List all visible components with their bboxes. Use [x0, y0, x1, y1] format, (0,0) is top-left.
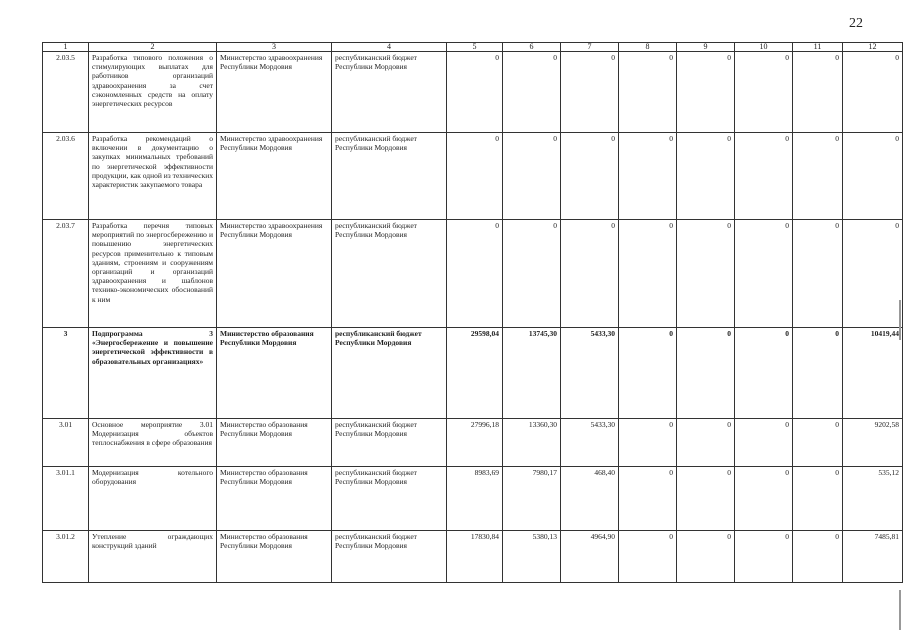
row-name: Разработка типового положения о стимулирующих выплатах для работников организаций здравоохранения за счет сэкономленных средств на оплату энергетических ресурсов [89, 52, 217, 133]
row-source: республиканский бюджет Республики Мордовия [332, 133, 447, 220]
row-value-11: 0 [793, 52, 843, 133]
row-value-8: 0 [619, 133, 677, 220]
row-value-7: 468,40 [561, 467, 619, 531]
row-executor: Министерство образования Республики Мордовия [217, 531, 332, 583]
row-source: республиканский бюджет Республики Мордовия [332, 328, 447, 419]
scan-artifact [899, 300, 901, 340]
table-row [43, 467, 903, 531]
scan-artifact [899, 590, 901, 630]
row-executor: Министерство здравоохранения Республики Мордовия [217, 220, 332, 328]
row-value-8: 0 [619, 52, 677, 133]
row-value-11: 0 [793, 220, 843, 328]
row-value-6: 5380,13 [503, 531, 561, 583]
row-value-12: 535,12 [843, 467, 903, 531]
column-header: 1 [43, 43, 89, 52]
row-value-8: 0 [619, 220, 677, 328]
row-name: Утепление ограждающих конструкций зданий [89, 531, 217, 583]
row-value-5: 0 [447, 52, 503, 133]
table-body [43, 52, 903, 583]
row-value-5: 0 [447, 133, 503, 220]
row-value-10: 0 [735, 419, 793, 467]
table-row [43, 419, 903, 467]
column-header: 11 [793, 43, 843, 52]
column-header: 5 [447, 43, 503, 52]
row-name: Основное мероприятие 3.01 Модернизация объектов теплоснабжения в сфере образования [89, 419, 217, 467]
row-value-5: 29598,04 [447, 328, 503, 419]
table-row [43, 133, 903, 220]
row-value-7: 0 [561, 133, 619, 220]
row-value-6: 13745,30 [503, 328, 561, 419]
row-source: республиканский бюджет Республики Мордовия [332, 467, 447, 531]
row-value-12: 10419,44 [843, 328, 903, 419]
row-value-10: 0 [735, 531, 793, 583]
row-executor: Министерство образования Республики Мордовия [217, 419, 332, 467]
table-row [43, 328, 903, 419]
row-value-12: 0 [843, 220, 903, 328]
row-value-8: 0 [619, 328, 677, 419]
row-value-10: 0 [735, 220, 793, 328]
row-value-11: 0 [793, 133, 843, 220]
row-source: республиканский бюджет Республики Мордовия [332, 52, 447, 133]
row-source: республиканский бюджет Республики Мордовия [332, 531, 447, 583]
row-value-5: 0 [447, 220, 503, 328]
column-header: 7 [561, 43, 619, 52]
row-code: 3.01.1 [43, 467, 89, 531]
page-number: 22 [849, 16, 863, 31]
row-value-6: 0 [503, 133, 561, 220]
row-value-11: 0 [793, 531, 843, 583]
row-value-9: 0 [677, 467, 735, 531]
column-header: 6 [503, 43, 561, 52]
table-row [43, 531, 903, 583]
program-table [42, 42, 903, 583]
row-executor: Министерство образования Республики Мордовия [217, 467, 332, 531]
row-value-9: 0 [677, 52, 735, 133]
row-source: республиканский бюджет Республики Мордовия [332, 419, 447, 467]
column-header: 9 [677, 43, 735, 52]
row-value-9: 0 [677, 419, 735, 467]
row-value-7: 5433,30 [561, 419, 619, 467]
row-executor: Министерство здравоохранения Республики Мордовия [217, 133, 332, 220]
row-value-6: 7980,17 [503, 467, 561, 531]
row-value-5: 8983,69 [447, 467, 503, 531]
row-name: Модернизация котельного оборудования [89, 467, 217, 531]
row-value-7: 0 [561, 52, 619, 133]
row-value-11: 0 [793, 328, 843, 419]
row-name: Подпрограмма 3 «Энергосбережение и повышение энергетической эффективности в образовательных организациях» [89, 328, 217, 419]
table-row [43, 52, 903, 133]
row-source: республиканский бюджет Республики Мордовия [332, 220, 447, 328]
row-value-12: 7485,81 [843, 531, 903, 583]
row-value-8: 0 [619, 531, 677, 583]
row-value-9: 0 [677, 328, 735, 419]
row-executor: Министерство здравоохранения Республики Мордовия [217, 52, 332, 133]
row-value-10: 0 [735, 328, 793, 419]
row-value-7: 5433,30 [561, 328, 619, 419]
row-code: 3 [43, 328, 89, 419]
row-value-5: 17830,84 [447, 531, 503, 583]
row-value-9: 0 [677, 220, 735, 328]
row-value-12: 0 [843, 133, 903, 220]
row-code: 2.03.7 [43, 220, 89, 328]
row-value-9: 0 [677, 133, 735, 220]
row-value-10: 0 [735, 133, 793, 220]
row-name: Разработка перечня типовых мероприятий по энергосбережению и повышению энергетических ресурсов применительно к типовым зданиям, строениям и сооружениям организаций и организаций здравоохранения и шаблонов технико-экономических обоснований к ним [89, 220, 217, 328]
table-row [43, 220, 903, 328]
row-value-6: 0 [503, 220, 561, 328]
row-value-8: 0 [619, 419, 677, 467]
row-code: 2.03.5 [43, 52, 89, 133]
row-value-7: 4964,90 [561, 531, 619, 583]
column-header: 4 [332, 43, 447, 52]
row-executor: Министерство образования Республики Мордовия [217, 328, 332, 419]
row-code: 3.01.2 [43, 531, 89, 583]
row-value-12: 9202,58 [843, 419, 903, 467]
row-name: Разработка рекомендаций о включении в документацию о закупках минимальных требований по энергетической эффективности продукции, как одной из технических характеристик закупаемого товара [89, 133, 217, 220]
column-number-row [43, 43, 903, 52]
row-value-12: 0 [843, 52, 903, 133]
row-value-11: 0 [793, 419, 843, 467]
row-value-6: 0 [503, 52, 561, 133]
row-code: 2.03.6 [43, 133, 89, 220]
row-value-8: 0 [619, 467, 677, 531]
row-value-9: 0 [677, 531, 735, 583]
column-header: 3 [217, 43, 332, 52]
row-value-7: 0 [561, 220, 619, 328]
row-value-11: 0 [793, 467, 843, 531]
row-value-5: 27996,18 [447, 419, 503, 467]
column-header: 10 [735, 43, 793, 52]
row-value-6: 13360,30 [503, 419, 561, 467]
row-value-10: 0 [735, 52, 793, 133]
column-header: 2 [89, 43, 217, 52]
row-value-10: 0 [735, 467, 793, 531]
row-code: 3.01 [43, 419, 89, 467]
column-header: 8 [619, 43, 677, 52]
column-header: 12 [843, 43, 903, 52]
